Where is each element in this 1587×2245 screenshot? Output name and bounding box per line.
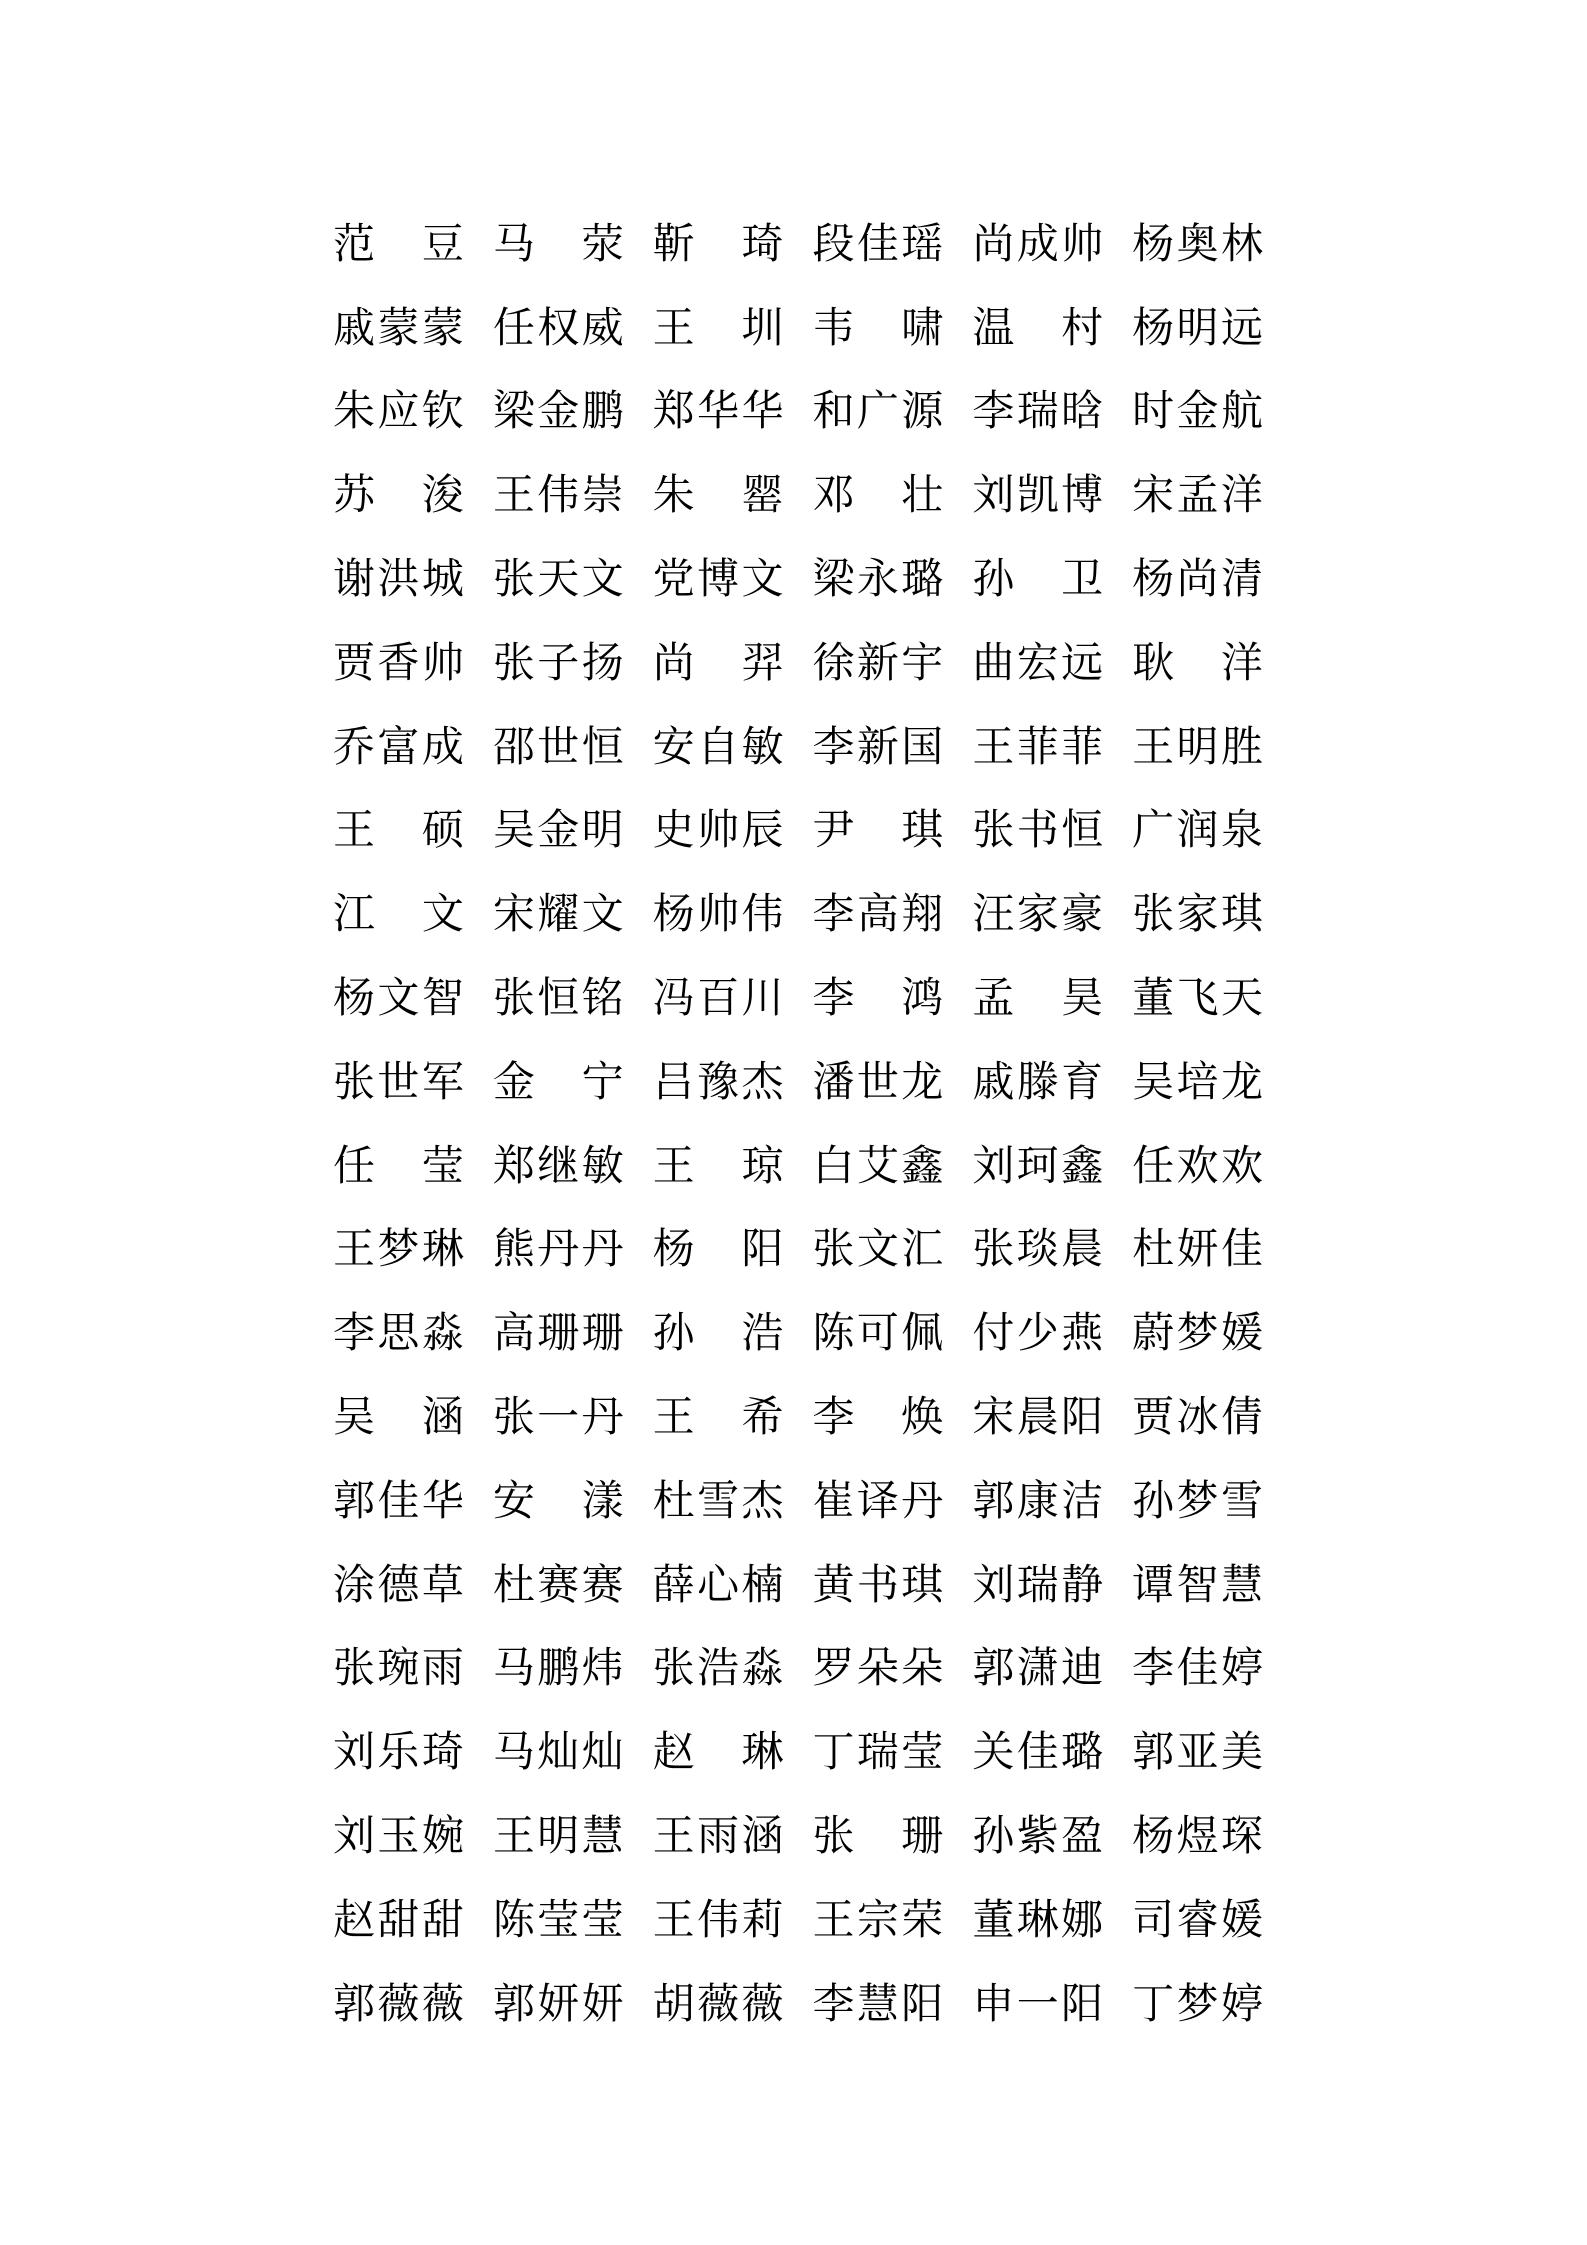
name-entry: 安 自 敏 [652,721,784,771]
name-entry: 冯 百 川 [652,973,784,1023]
name-entry: 温 村 [972,302,1104,352]
name-entry: 王 硕 [333,805,464,855]
name-row [333,621,1263,705]
name-entry: 付 少 燕 [972,1308,1104,1358]
name-entry: 杜 雪 杰 [652,1475,784,1525]
name-list [333,202,1263,2046]
name-row [333,370,1263,454]
name-entry: 张 珊 [812,1811,944,1861]
name-row [333,1291,1263,1375]
name-entry: 乔 富 成 [333,721,464,771]
name-entry: 尚 羿 [652,637,784,687]
name-entry: 杨 帅 伟 [652,889,784,939]
name-entry: 张 浩 淼 [652,1643,784,1693]
name-entry: 孟 昊 [972,973,1104,1023]
name-entry: 谭 智 慧 [1132,1559,1263,1609]
name-row [333,1375,1263,1459]
name-entry: 邵 世 恒 [492,721,624,771]
name-entry: 杨 文 智 [333,973,464,1023]
name-row [333,789,1263,873]
name-row [333,1124,1263,1208]
name-entry: 王 希 [652,1392,784,1442]
name-entry: 任 权 威 [492,302,624,352]
name-row [333,1040,1263,1124]
name-entry: 王 雨 涵 [652,1811,784,1861]
name-entry: 耿 洋 [1132,637,1263,687]
name-entry: 贾 冰 倩 [1132,1392,1263,1442]
name-entry: 郭 妍 妍 [492,1978,624,2028]
name-entry: 尹 琪 [812,805,944,855]
name-row [333,1627,1263,1711]
name-entry: 吕 豫 杰 [652,1056,784,1106]
name-entry: 邓 壮 [812,470,944,520]
name-row [333,872,1263,956]
name-entry: 王 菲 菲 [972,721,1104,771]
name-entry: 潘 世 龙 [812,1056,944,1106]
name-entry: 杨 尚 清 [1132,554,1263,604]
name-entry: 崔 译 丹 [812,1475,944,1525]
name-entry: 李 瑞 晗 [972,386,1104,436]
name-entry: 张 天 文 [492,554,624,604]
name-entry: 涂 德 草 [333,1559,464,1609]
name-entry: 张 世 军 [333,1056,464,1106]
name-row [333,202,1263,286]
name-entry: 张 琰 晨 [972,1224,1104,1274]
name-entry: 马 荥 [492,218,624,268]
name-entry: 吴 涵 [333,1392,464,1442]
name-entry: 薛 心 楠 [652,1559,784,1609]
name-entry: 江 文 [333,889,464,939]
name-entry: 刘 乐 琦 [333,1727,464,1777]
name-entry: 范 豆 [333,218,464,268]
name-entry: 陈 可 佩 [812,1308,944,1358]
name-entry: 杨 阳 [652,1224,784,1274]
name-entry: 尚 成 帅 [972,218,1104,268]
name-entry: 段 佳 瑶 [812,218,944,268]
name-entry: 赵 琳 [652,1727,784,1777]
name-entry: 张 书 恒 [972,805,1104,855]
name-entry: 白 艾 鑫 [812,1140,944,1190]
name-entry: 郭 薇 薇 [333,1978,464,2028]
name-entry: 梁 金 鹏 [492,386,624,436]
name-row [333,1962,1263,2046]
name-entry: 黄 书 琪 [812,1559,944,1609]
name-entry: 李 慧 阳 [812,1978,944,2028]
name-entry: 戚 滕 育 [972,1056,1104,1106]
name-entry: 孙 卫 [972,554,1104,604]
name-entry: 李 新 国 [812,721,944,771]
name-entry: 梁 永 璐 [812,554,944,604]
name-row [333,1794,1263,1878]
name-entry: 郑 华 华 [652,386,784,436]
name-entry: 孙 梦 雪 [1132,1475,1263,1525]
name-entry: 谢 洪 城 [333,554,464,604]
name-entry: 张 子 扬 [492,637,624,687]
name-entry: 李 鸿 [812,973,944,1023]
name-entry: 安 漾 [492,1475,624,1525]
name-row [333,1710,1263,1794]
name-entry: 杜 妍 佳 [1132,1224,1263,1274]
name-entry: 熊 丹 丹 [492,1224,624,1274]
name-entry: 韦 啸 [812,302,944,352]
name-entry: 郭 潇 迪 [972,1643,1104,1693]
name-entry: 金 宁 [492,1056,624,1106]
name-entry: 申 一 阳 [972,1978,1104,2028]
name-entry: 郭 亚 美 [1132,1727,1263,1777]
name-entry: 刘 瑞 静 [972,1559,1104,1609]
name-entry: 党 博 文 [652,554,784,604]
name-entry: 王 伟 莉 [652,1894,784,1944]
name-entry: 刘 凯 博 [972,470,1104,520]
name-row [333,537,1263,621]
name-entry: 王 宗 荣 [812,1894,944,1944]
name-entry: 杨 奥 林 [1132,218,1263,268]
name-entry: 靳 琦 [652,218,784,268]
name-entry: 张 家 琪 [1132,889,1263,939]
name-entry: 郭 佳 华 [333,1475,464,1525]
name-entry: 杜 赛 赛 [492,1559,624,1609]
name-entry: 王 圳 [652,302,784,352]
name-row [333,453,1263,537]
name-entry: 赵 甜 甜 [333,1894,464,1944]
name-entry: 徐 新 宇 [812,637,944,687]
name-entry: 张 文 汇 [812,1224,944,1274]
name-row [333,705,1263,789]
name-entry: 苏 浚 [333,470,464,520]
name-entry: 张 恒 铭 [492,973,624,1023]
name-entry: 司 睿 媛 [1132,1894,1263,1944]
name-entry: 时 金 航 [1132,386,1263,436]
name-row [333,1208,1263,1292]
name-entry: 戚 蒙 蒙 [333,302,464,352]
name-entry: 郭 康 洁 [972,1475,1104,1525]
name-entry: 郑 继 敏 [492,1140,624,1190]
name-entry: 王 伟 崇 [492,470,624,520]
name-entry: 任 欢 欢 [1132,1140,1263,1190]
name-entry: 丁 瑞 莹 [812,1727,944,1777]
name-entry: 宋 晨 阳 [972,1392,1104,1442]
name-entry: 张 一 丹 [492,1392,624,1442]
name-entry: 杨 煜 琛 [1132,1811,1263,1861]
name-entry: 吴 金 明 [492,805,624,855]
name-entry: 宋 耀 文 [492,889,624,939]
name-row [333,956,1263,1040]
name-entry: 丁 梦 婷 [1132,1978,1263,2028]
name-entry: 马 灿 灿 [492,1727,624,1777]
name-row [333,1878,1263,1962]
name-entry: 董 琳 娜 [972,1894,1104,1944]
name-entry: 广 润 泉 [1132,805,1263,855]
name-entry: 董 飞 天 [1132,973,1263,1023]
name-entry: 关 佳 璐 [972,1727,1104,1777]
name-row [333,1543,1263,1627]
name-entry: 王 梦 琳 [333,1224,464,1274]
name-entry: 陈 莹 莹 [492,1894,624,1944]
name-entry: 李 高 翔 [812,889,944,939]
name-entry: 贾 香 帅 [333,637,464,687]
name-entry: 李 思 淼 [333,1308,464,1358]
name-entry: 宋 孟 洋 [1132,470,1263,520]
name-entry: 李 焕 [812,1392,944,1442]
name-entry: 刘 珂 鑫 [972,1140,1104,1190]
name-entry: 朱 应 钦 [333,386,464,436]
name-entry: 李 佳 婷 [1132,1643,1263,1693]
name-entry: 王 明 慧 [492,1811,624,1861]
name-entry: 王 明 胜 [1132,721,1263,771]
name-entry: 朱 罂 [652,470,784,520]
name-entry: 王 琼 [652,1140,784,1190]
name-entry: 孙 紫 盈 [972,1811,1104,1861]
name-entry: 蔚 梦 媛 [1132,1308,1263,1358]
name-entry: 高 珊 珊 [492,1308,624,1358]
name-entry: 马 鹏 炜 [492,1643,624,1693]
name-row [333,286,1263,370]
name-entry: 和 广 源 [812,386,944,436]
name-entry: 曲 宏 远 [972,637,1104,687]
name-row [333,1459,1263,1543]
name-entry: 胡 薇 薇 [652,1978,784,2028]
name-entry: 张 琬 雨 [333,1643,464,1693]
name-entry: 罗 朵 朵 [812,1643,944,1693]
name-entry: 史 帅 辰 [652,805,784,855]
name-entry: 刘 玉 婉 [333,1811,464,1861]
name-entry: 吴 培 龙 [1132,1056,1263,1106]
name-entry: 汪 家 豪 [972,889,1104,939]
name-entry: 杨 明 远 [1132,302,1263,352]
name-entry: 任 莹 [333,1140,464,1190]
name-entry: 孙 浩 [652,1308,784,1358]
